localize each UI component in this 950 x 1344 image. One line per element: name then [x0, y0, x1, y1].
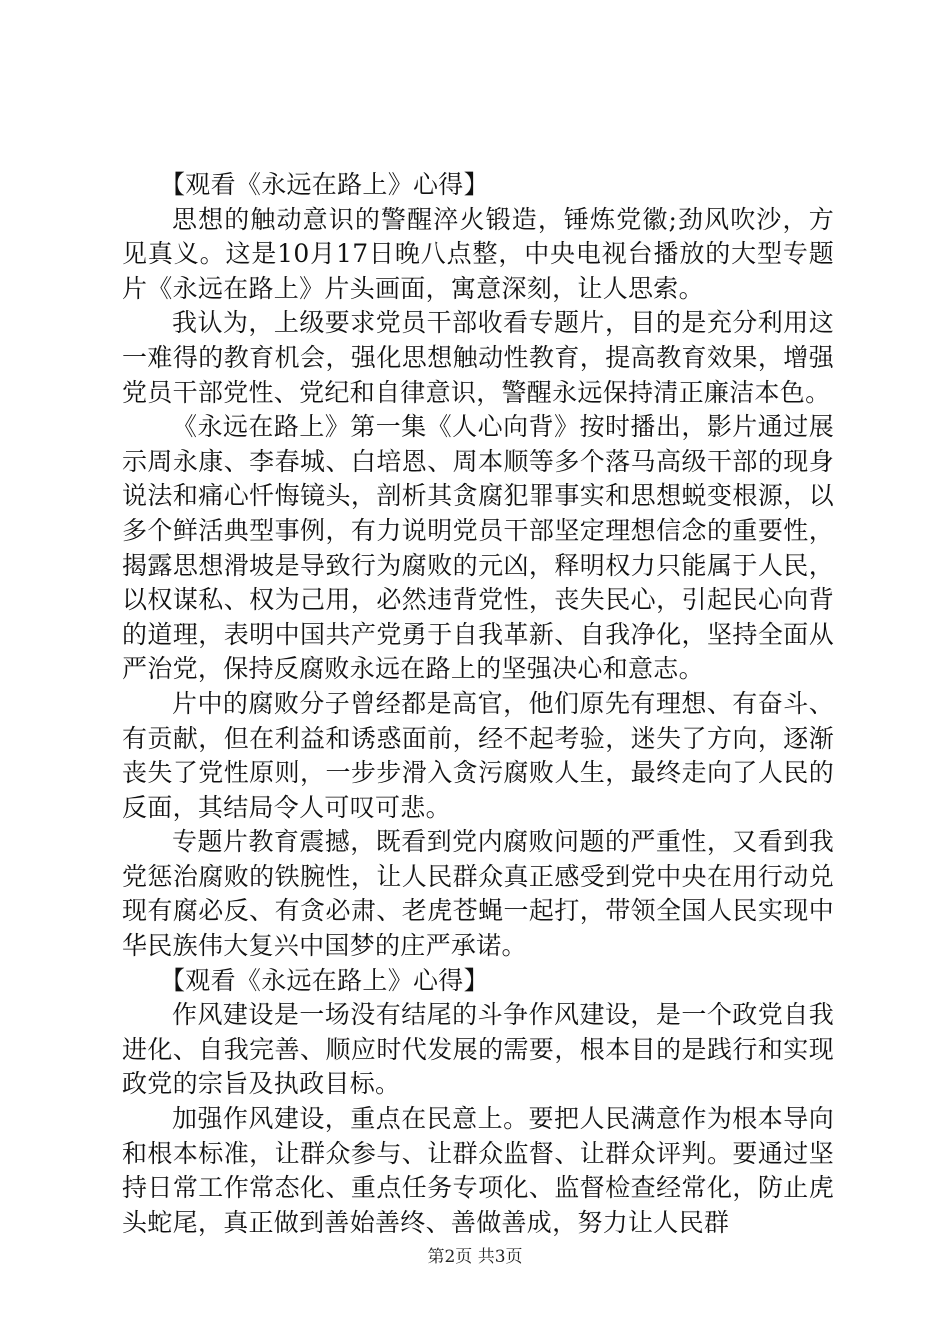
- paragraph: 思想的触动意识的警醒淬火锻造，锤炼党徽;劲风吹沙，方见真义。这是10月17日晚八点整，中央电视台播放的大型专题片《永远在路上》片头画面，寓意深刻，让人思索。: [122, 204, 834, 303]
- section-heading: 【观看《永远在路上》心得】: [160, 170, 489, 199]
- document-body: [122, 168, 834, 1240]
- paragraph: 《永远在路上》第一集《人心向背》按时播出，影片通过展示周永康、李春城、白培恩、周本顺等多个落马高级干部的现身说法和痛心忏悔镜头，剖析其贪腐犯罪事实和思想蜕变根源，以多个鲜活典型事例，有力说明党员干部坚定理想信念的重要性，揭露思想滑坡是导致行为腐败的元凶，释明权力只能属于人民，以权谋私、权为己用，必然违背党性，丧失民心，引起民心向背的道理，表明中国共产党勇于自我革新、自我净化，坚持全面从严治党，保持反腐败永远在路上的坚强决心和意志。: [122, 412, 834, 684]
- paragraph: 我认为，上级要求党员干部收看专题片，目的是充分利用这一难得的教育机会，强化思想触动性教育，提高教育效果，增强党员干部党性、党纪和自律意识，警醒永远保持清正廉洁本色。: [122, 308, 834, 407]
- paragraph: 片中的腐败分子曾经都是高官，他们原先有理想、有奋斗、有贡献，但在利益和诱惑面前，经不起考验，迷失了方向，逐渐丧失了党性原则，一步步滑入贪污腐败人生，最终走向了人民的反面，其结局令人可叹可悲。: [122, 688, 834, 822]
- section-heading: 【观看《永远在路上》心得】: [160, 965, 489, 995]
- paragraph: 专题片教育震撼，既看到党内腐败问题的严重性，又看到我党惩治腐败的铁腕性，让人民群众真正感受到党中央在用行动兑现有腐必反、有贪必肃、老虎苍蝇一起打，带领全国人民实现中华民族伟大复兴中国梦的庄严承诺。: [122, 827, 834, 961]
- page-footer: 第2页 共3页: [427, 1247, 523, 1267]
- paragraph: 加强作风建设，重点在民意上。要把人民满意作为根本导向和根本标准，让群众参与、让群众监督、让群众评判。要通过坚持日常工作常态化、重点任务专项化、监督检查经常化，防止虎头蛇尾，真正做到善始善终、善做善成，努力让人民群: [122, 1104, 834, 1237]
- paragraph: 作风建设是一场没有结尾的斗争作风建设，是一个政党自我进化、自我完善、顺应时代发展的需要，根本目的是践行和实现政党的宗旨及执政目标。: [122, 1000, 834, 1099]
